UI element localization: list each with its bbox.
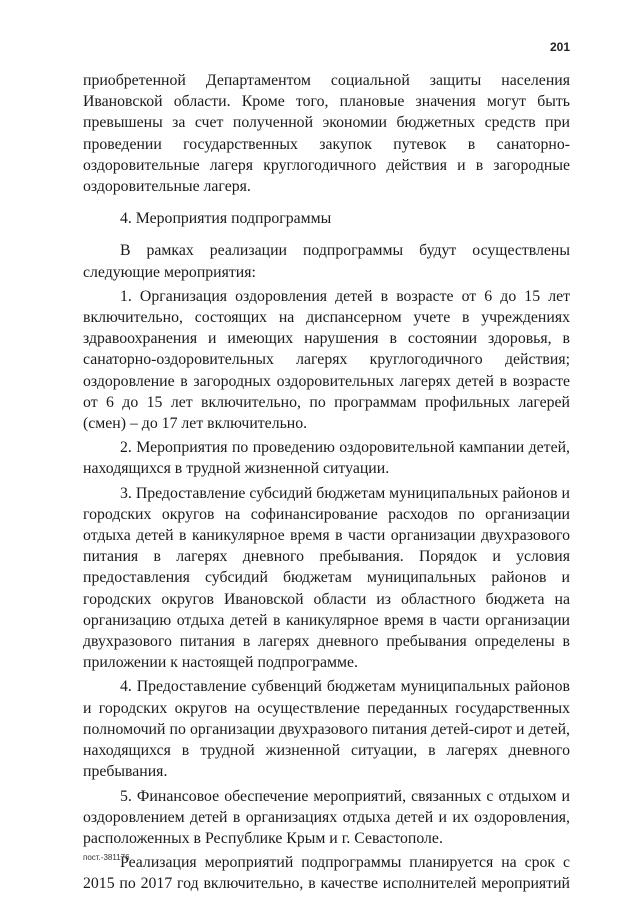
- list-item-2: 2. Мероприятия по проведению оздоровительной кампании детей, находящихся в трудной жизненной ситуации.: [83, 439, 570, 478]
- paragraph-lead: В рамках реализации подпрограммы будут осуществлены следующие мероприятия:: [83, 242, 570, 281]
- footer-document-code: пост.-381176: [83, 853, 130, 862]
- list-item-1: 1. Организация оздоровления детей в возрасте от 6 до 15 лет включительно, состоящих на диспансерном учете в учреждениях здравоохранения и имеющих нарушения в состоянии здоровья, в санаторно-оздоровительных лагерях круглогодичного действия; оздоровление в загородных оздоровительных лагерях детей в возрасте от 6 до 15 лет включительно, по программам профильных лагерей (смен) – до 17 лет включительно.: [83, 287, 570, 433]
- list-item-4: 4. Предоставление субвенций бюджетам муниципальных районов и городских округов на осуществление переданных государственных полномочий по организации двухразового питания детей-сирот и детей, находящихся в трудной жизненной ситуации, в лагерях дневного пребывания.: [83, 678, 570, 781]
- list-item-3: 3. Предоставление субсидий бюджетам муниципальных районов и городских округов на софинансирование расходов по организации отдыха детей в каникулярное время в части организации двухразового питания в лагерях дневного пребывания. Порядок и условия предоставления субсидий бюджетам муниципальных районов и городских округов Ивановской области из областного бюджета на организацию отдыха детей в каникулярное время в части организации двухразового питания в лагерях дневного пребывания определены в приложении к настоящей подпрограмме.: [83, 484, 570, 672]
- paragraph-intro: приобретенной Департаментом социальной защиты населения Ивановской области. Кроме того, плановые значения могут быть превышены за счет полученной экономии бюджетных средств при проведении государственных закупок путевок в санаторно-оздоровительные лагеря круглогодичного действия и в загородные оздоровительные лагеря.: [83, 72, 570, 196]
- section-heading: 4. Мероприятия подпрограммы: [120, 210, 332, 228]
- document-body: [83, 70, 570, 895]
- list-item-5: 5. Финансовое обеспечение мероприятий, связанных с отдыхом и оздоровлением детей в организациях отдыха детей и их оздоровления, расположенных в Республике Крым и г. Севастополе.: [83, 787, 570, 847]
- paragraph-closing: Реализация мероприятий подпрограммы планируется на срок с 2015 по 2017 год включительно, в качестве исполнителей мероприятий: [83, 854, 570, 893]
- page-number: 201: [549, 40, 570, 54]
